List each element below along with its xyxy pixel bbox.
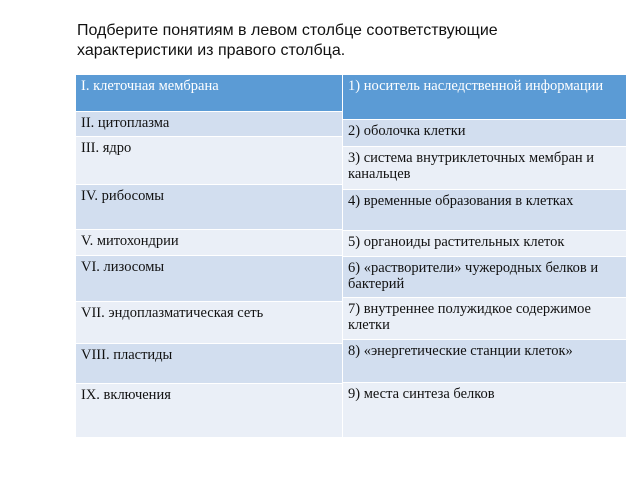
concept-cell: I. клеточная мембрана [76,75,343,112]
concept-cell: IX. включения [76,384,343,437]
concept-cell: II. цитоплазма [76,112,343,137]
characteristics-column [343,75,626,437]
concepts-column [75,75,343,437]
characteristic-cell: 1) носитель наследственной информации [343,75,626,120]
characteristic-cell: 5) органоиды растительных клеток [343,231,626,257]
characteristic-cell: 8) «энергетические станции клеток» [343,340,626,383]
concept-cell: IV. рибосомы [76,185,343,230]
concept-cell: VIII. пластиды [76,344,343,384]
concept-cell: VII. эндоплазматическая сеть [76,302,343,344]
concept-cell: V. митохондрии [76,230,343,256]
characteristic-cell: 4) временные образования в клетках [343,190,626,231]
characteristic-cell: 3) система внутриклеточных мембран и канальцев [343,147,626,190]
concept-cell: VI. лизосомы [76,256,343,302]
characteristic-cell: 9) места синтеза белков [343,383,626,437]
characteristic-cell: 6) «растворители» чужеродных белков и бактерий [343,257,626,298]
characteristic-cell: 2) оболочка клетки [343,120,626,147]
characteristic-cell: 7) внутреннее полужидкое содержимое клетки [343,298,626,340]
concept-cell: III. ядро [76,137,343,185]
question-text: Подберите понятиям в левом столбце соответствующие характеристики из правого столбца. [77,22,498,59]
